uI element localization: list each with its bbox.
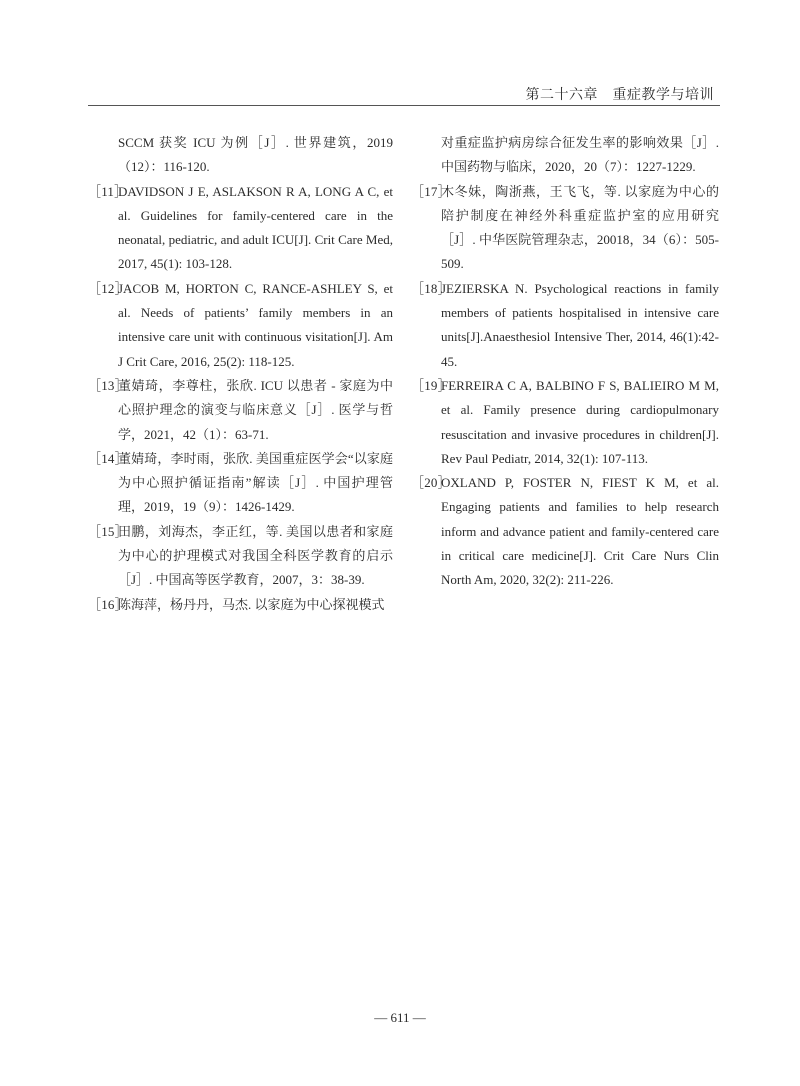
reference-entry [88,593,393,617]
reference-number: ［18］ [411,280,451,296]
reference-entry [411,471,719,592]
reference-entry [88,180,393,277]
reference-text: 陈海萍，杨丹丹，马杰. 以家庭为中心探视模式 [118,596,385,612]
reference-text: 董婧琦，李尊柱，张欣. ICU 以患者 - 家庭为中心照护理念的演变与临床意义［J］. 医学与哲学，2021，42（1）：63-71. [118,377,393,442]
reference-number: ［19］ [411,377,451,393]
reference-text: JEZIERSKA N. Psychological reactions in family members of patients hospitalised in intensive care units[J].Anaesthesiol Intensive Ther, 2014, 46(1):42-45. [441,280,719,369]
reference-entry [88,520,393,593]
reference-text: 木冬妹，陶浙燕，王飞飞，等. 以家庭为中心的陪护制度在神经外科重症监护室的应用研究［J］. 中华医院管理杂志，20018，34（6）：505-509. [441,183,719,272]
reference-entry [411,374,719,471]
reference-number: ［13］ [88,377,128,393]
reference-column-left [88,131,393,617]
reference-text: DAVIDSON J E, ASLAKSON R A, LONG A C, et al. Guidelines for family-centered care in the neonatal, pediatric, and adult ICU[J]. Crit Care Med, 2017, 45(1): 103-128. [118,183,393,272]
reference-entry [88,447,393,520]
reference-number: ［16］ [88,596,128,612]
chapter-title: 第二十六章 重症教学与培训 [525,88,714,103]
page-number: — 611 — [374,1010,426,1025]
reference-number: ［14］ [88,450,128,466]
reference-number: ［11］ [88,183,128,199]
reference-entry [88,277,393,374]
reference-number: ［15］ [88,523,128,539]
reference-text: SCCM 获奖 ICU 为例［J］. 世界建筑，2019（12）：116-120. [118,135,393,175]
reference-entry-continued [411,131,719,180]
reference-number: ［20］ [411,475,451,491]
reference-entry-continued [88,131,393,180]
reference-number: ［17］ [411,183,451,199]
reference-text: OXLAND P, FOSTER N, FIEST K M, et al. Engaging patients and families to help research inform and advance patient and family-centered care in critical care medicine[J]. Crit Care Nurs Clin North Am, 2020, 32(2): 211-226. [441,475,719,588]
reference-text: JACOB M, HORTON C, RANCE-ASHLEY S, et al. Needs of patients’ family members in an intensive care unit with continuous visitation[J]. Am J Crit Care, 2016, 25(2): 118-125. [118,280,393,369]
reference-text: 对重症监护病房综合征发生率的影响效果［J］. 中国药物与临床，2020，20（7）：1227-1229. [441,135,719,175]
reference-text: 田鹏，刘海杰，李正红，等. 美国以患者和家庭为中心的护理模式对我国全科医学教育的启示［J］. 中国高等医学教育，2007，3：38-39. [118,523,393,588]
running-header [88,80,720,106]
reference-number [411,131,441,180]
reference-entry [88,374,393,447]
reference-entry [411,180,719,277]
reference-entry [411,277,719,374]
reference-column-right [411,131,719,593]
reference-number [88,131,118,180]
reference-number: ［12］ [88,280,128,296]
reference-text: 董婧琦，李时雨，张欣. 美国重症医学会“以家庭为中心照护循证指南”解读［J］. 中国护理管理，2019，19（9）：1426-1429. [118,450,393,515]
reference-text: FERREIRA C A, BALBINO F S, BALIEIRO M M, et al. Family presence during cardiopulmonary resuscitation and invasive procedures in children[J]. Rev Paul Pediatr, 2014, 32(1): 107-113. [441,377,719,466]
